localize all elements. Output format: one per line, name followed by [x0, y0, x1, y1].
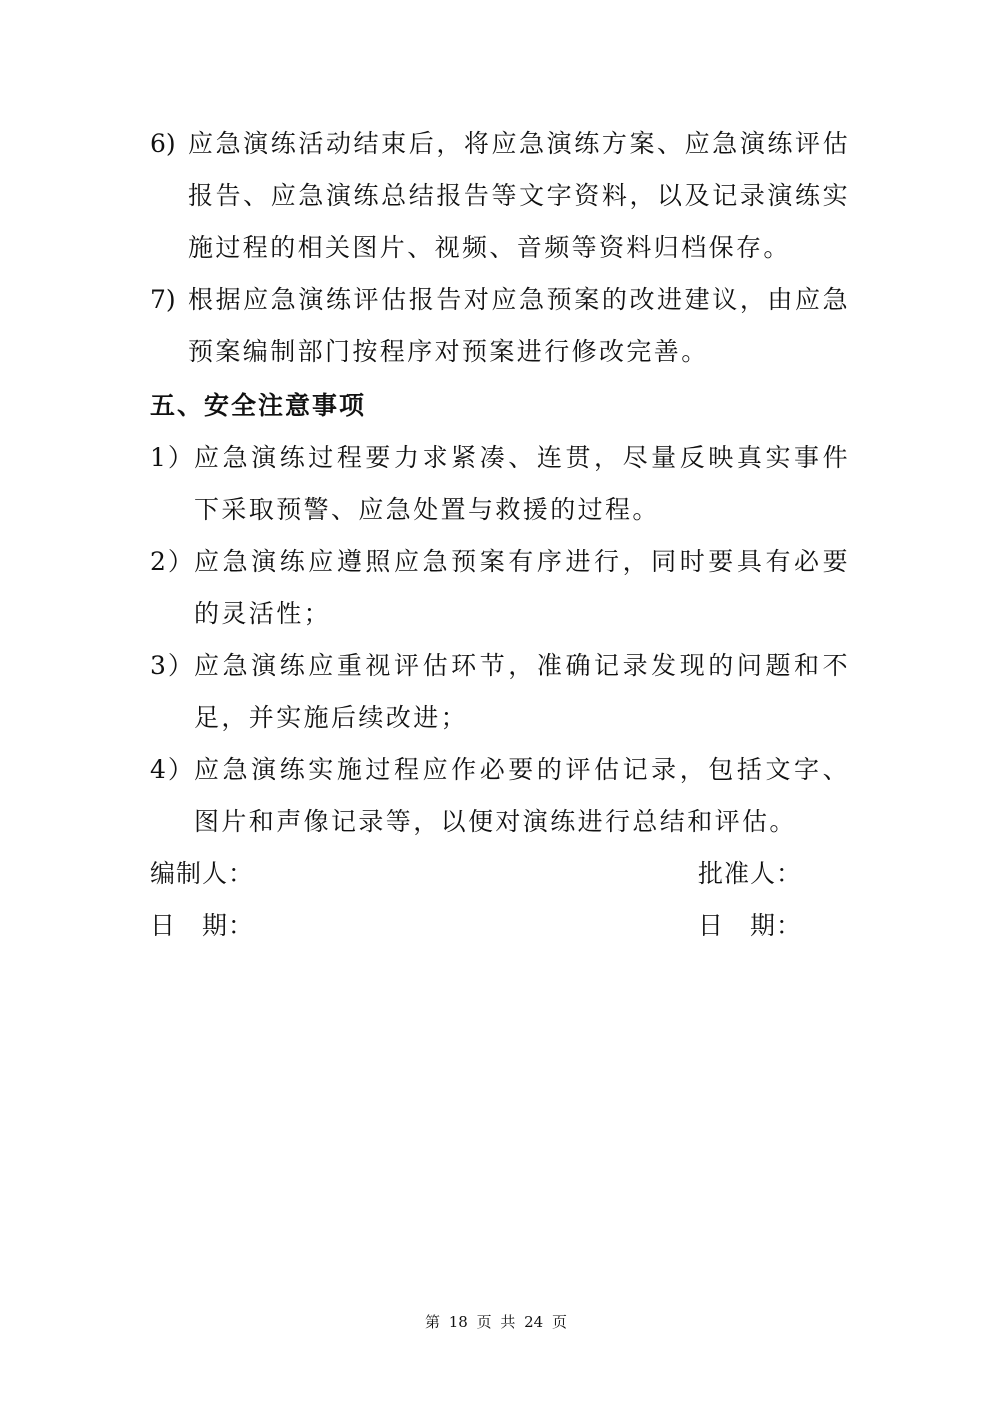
- list-item: [150, 744, 850, 848]
- list-item-number: 6): [150, 129, 176, 158]
- list-item: [150, 274, 850, 378]
- list-item-number: 2）: [150, 547, 195, 576]
- list-item-number: 7): [150, 285, 176, 314]
- list-item-text: 应急演练实施过程应作必要的评估记录，包括文字、图片和声像记录等，以便对演练进行总结和评估。: [194, 755, 850, 836]
- list-item: [150, 432, 850, 536]
- list-item: [150, 118, 850, 274]
- list-item-number: 4）: [150, 755, 195, 784]
- list-item-text: 应急演练应遵照应急预案有序进行，同时要具有必要的灵活性；: [194, 547, 850, 628]
- section-heading: 五、安全注意事项: [150, 391, 367, 420]
- page-number-footer: 第 18 页 共 24 页: [424, 1313, 567, 1331]
- approver-label: 批准人：: [698, 859, 803, 888]
- compiler-label: 编制人：: [150, 859, 255, 888]
- list-item-text: 应急演练活动结束后，将应急演练方案、应急演练评估报告、应急演练总结报告等文字资料，以及记录演练实施过程的相关图片、视频、音频等资料归档保存。: [188, 129, 850, 262]
- list-item-number: 1）: [150, 443, 195, 472]
- list-item-text: 应急演练应重视评估环节，准确记录发现的问题和不足，并实施后续改进；: [194, 651, 850, 732]
- list-item-text: 根据应急演练评估报告对应急预案的改进建议，由应急预案编制部门按程序对预案进行修改完善。: [188, 285, 850, 366]
- approver-date-label: 日 期：: [698, 911, 803, 940]
- list-item-number: 3）: [150, 651, 195, 680]
- list-item: [150, 536, 850, 640]
- list-item-text: 应急演练过程要力求紧凑、连贯，尽量反映真实事件下采取预警、应急处置与救援的过程。: [194, 443, 850, 524]
- compiler-date-label: 日 期：: [150, 911, 255, 940]
- list-item: [150, 640, 850, 744]
